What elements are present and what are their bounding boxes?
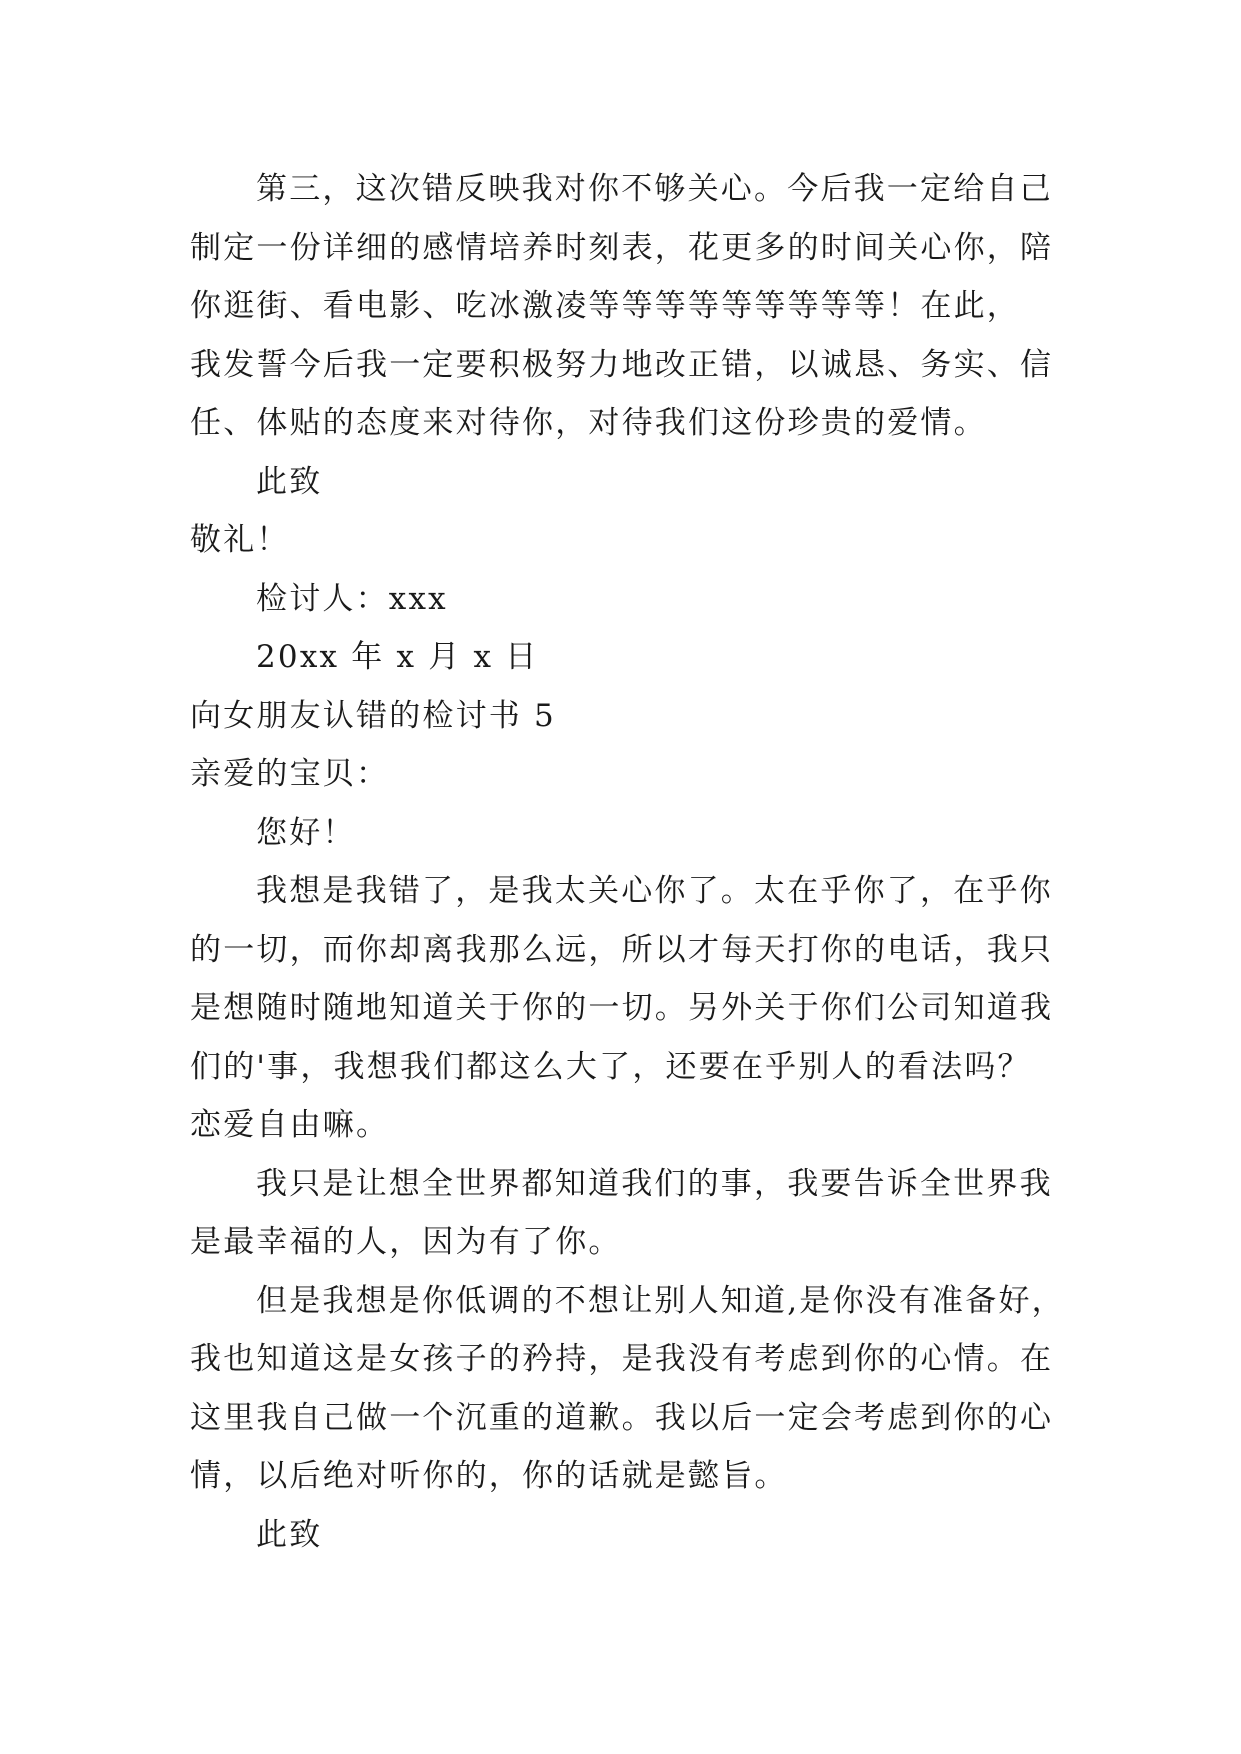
date-line: 20xx 年 x 月 x 日: [256, 639, 539, 675]
paragraph-line: 任、体贴的态度来对待你，对待我们这份珍贵的爱情。: [190, 405, 987, 441]
paragraph-line: 但是我想是你低调的不想让别人知道,是你没有准备好，: [256, 1282, 1065, 1319]
paragraph-line: 们的'事，我想我们都这么大了，还要在乎别人的看法吗？: [190, 1048, 1031, 1085]
paragraph-line: 制定一份详细的感情培养时刻表，花更多的时间关心你，陪: [190, 229, 1054, 266]
paragraph-line: 是最幸福的人，因为有了你。: [190, 1224, 622, 1260]
document-page: [190, 160, 1070, 1564]
salutation-line: 敬礼！: [190, 522, 290, 558]
greeting-line: 您好！: [256, 814, 356, 851]
paragraph-line: 你逛街、看电影、吃冰激凌等等等等等等等等等！在此，: [190, 288, 1020, 324]
paragraph-line: 第三，这次错反映我对你不够关心。今后我一定给自己: [256, 171, 1053, 207]
greeting-line: 亲爱的宝贝：: [190, 756, 390, 792]
paragraph-line: 我发誓今后我一定要积极努力地改正错，以诚恳、务实、信: [190, 346, 1054, 383]
paragraph-line: 我只是让想全世界都知道我们的事，我要告诉全世界我: [256, 1165, 1053, 1202]
paragraph-line: 我也知道这是女孩子的矜持，是我没有考虑到你的心情。在: [190, 1341, 1054, 1377]
closing-line: 此致: [256, 463, 323, 500]
paragraph-line: 是想随时随地知道关于你的一切。另外关于你们公司知道我: [190, 990, 1054, 1026]
paragraph-line: 情，以后绝对听你的，你的话就是懿旨。: [190, 1458, 788, 1494]
paragraph-line: 恋爱自由嘛。: [190, 1107, 390, 1143]
paragraph-line: 我想是我错了，是我太关心你了。太在乎你了，在乎你: [256, 873, 1053, 909]
paragraph-line: 这里我自己做一个沉重的道歉。我以后一定会考虑到你的心: [190, 1399, 1054, 1436]
signature-line: 检讨人：xxx: [256, 580, 448, 617]
paragraph-line: 的一切，而你却离我那么远，所以才每天打你的电话，我只: [190, 931, 1054, 968]
section-title: 向女朋友认错的检讨书 5: [190, 697, 556, 734]
closing-line: 此致: [256, 1516, 323, 1553]
